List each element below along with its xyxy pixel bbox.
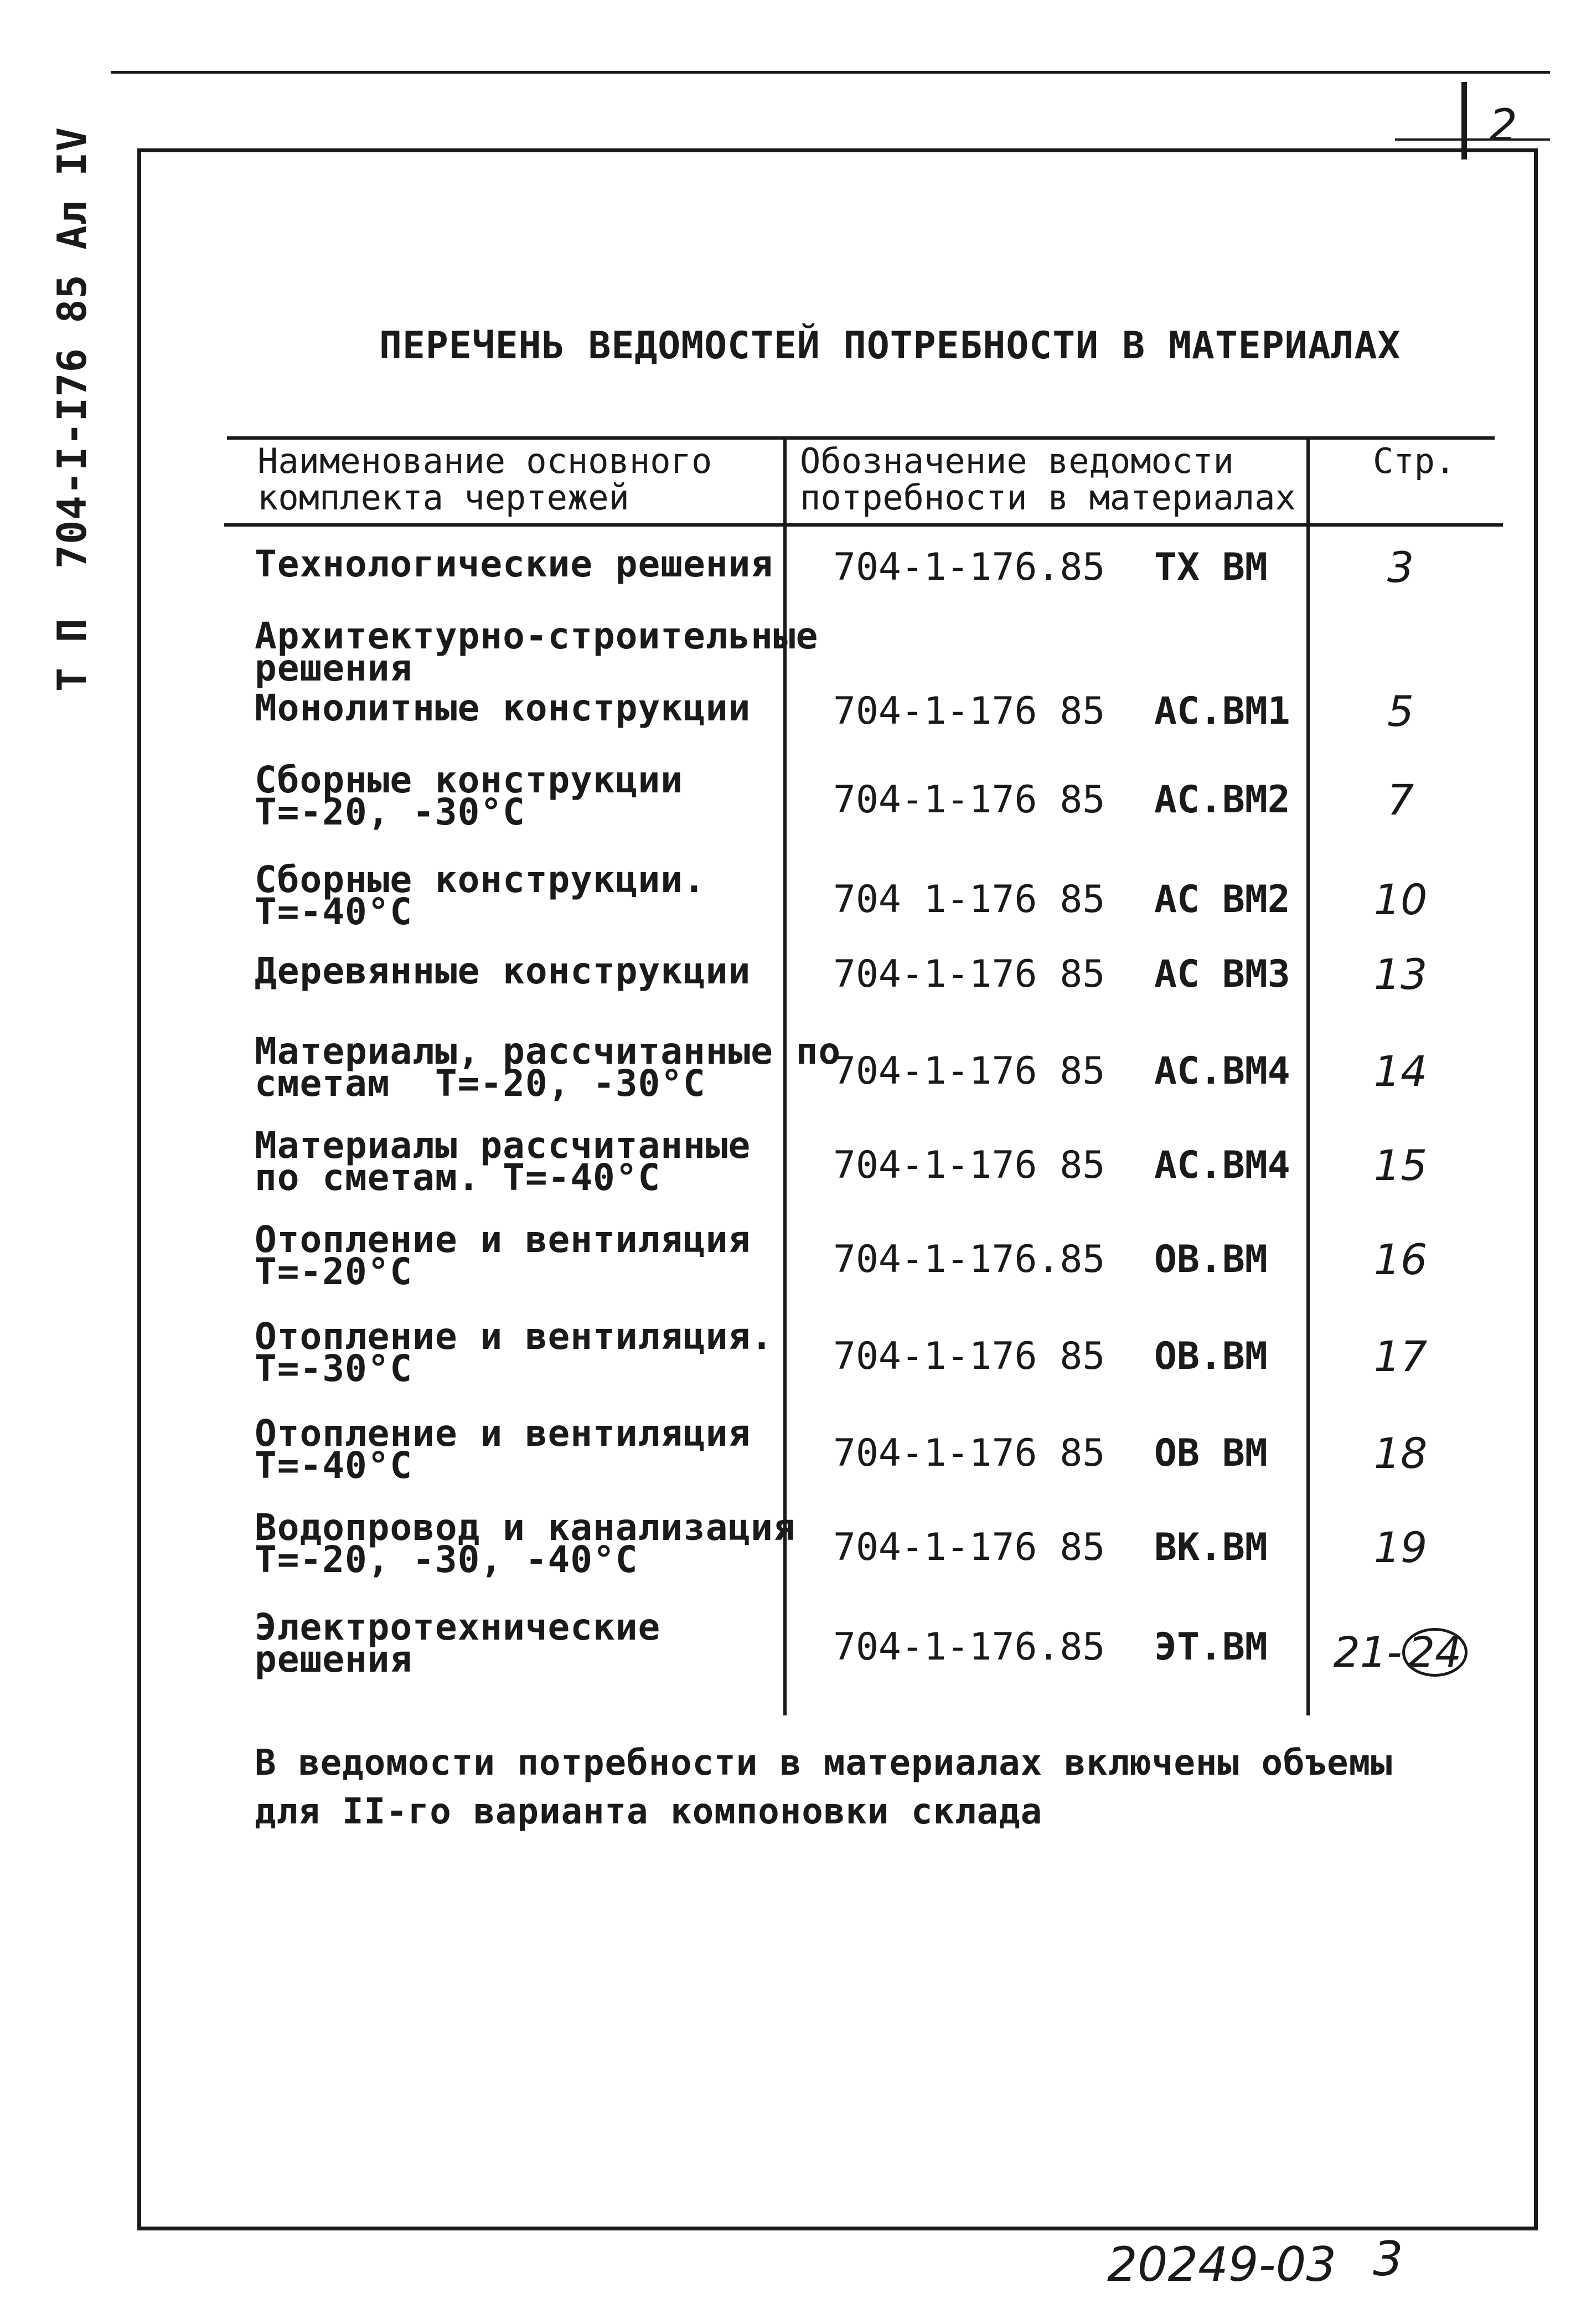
row-code: 704-1-176.85 xyxy=(833,545,1105,589)
row-suffix: ВК.ВМ xyxy=(1154,1526,1268,1569)
row-code: 704-1-176 85 xyxy=(833,1431,1105,1475)
row-suffix: АС.ВМ1 xyxy=(1154,689,1290,733)
row-code: 704-1-176.85 xyxy=(833,1625,1105,1669)
header-page: Стр. xyxy=(1373,441,1456,481)
row-page xyxy=(1318,1523,1484,1572)
row-name: Технологические решения xyxy=(255,543,773,585)
row-page-number: 18 xyxy=(1373,1429,1428,1478)
table-top-rule xyxy=(227,436,1495,440)
row-page xyxy=(1318,950,1484,999)
row-page-number: 13 xyxy=(1373,950,1428,999)
row-name: Материалы, рассчитанные по сметам Т=-20, -30°С xyxy=(255,1030,841,1105)
table-header-rule xyxy=(224,523,1503,527)
row-name: Деревянные конструкции xyxy=(255,950,751,992)
row-suffix: ЭТ.ВМ xyxy=(1154,1625,1268,1669)
row-page xyxy=(1318,687,1484,736)
row-suffix: ОВ.ВМ xyxy=(1154,1238,1268,1281)
row-page-number: 14 xyxy=(1373,1047,1428,1096)
row-suffix: АС.ВМ4 xyxy=(1154,1049,1290,1093)
row-page-number: 21- xyxy=(1333,1627,1402,1677)
header-designation: Обозначение ведомости потребности в материалах xyxy=(800,441,1296,518)
row-page xyxy=(1318,543,1484,592)
row-page xyxy=(1318,775,1484,825)
row-name: Сборные конструкции. Т=-40°С xyxy=(255,858,706,933)
row-page-number: 17 xyxy=(1373,1332,1428,1381)
row-page-number: 15 xyxy=(1373,1141,1428,1190)
top-rule xyxy=(111,71,1550,74)
footer-sheet: 3 xyxy=(1373,2232,1403,2287)
row-name: Отопление и вентиляция. Т=-30°С xyxy=(255,1315,773,1390)
row-suffix: ОВ.ВМ xyxy=(1154,1334,1268,1378)
corner-page-number: 2 xyxy=(1489,100,1517,151)
footer-number: 20249-03 xyxy=(1107,2237,1337,2292)
row-code: 704-1-176 85 xyxy=(833,1526,1105,1569)
circled-page-number: 24 xyxy=(1402,1628,1468,1677)
row-page-number: 5 xyxy=(1387,687,1414,736)
row-page-number: 16 xyxy=(1373,1235,1428,1284)
row-page-number: 10 xyxy=(1373,875,1428,924)
row-name: Материалы рассчитанные по сметам. Т=-40°С xyxy=(255,1124,751,1199)
row-name: Электротехнические решения xyxy=(255,1606,661,1681)
row-page xyxy=(1318,1047,1484,1096)
row-suffix: ОВ ВМ xyxy=(1154,1431,1268,1475)
row-page xyxy=(1318,1628,1484,1677)
row-code: 704-1-176 85 xyxy=(833,778,1105,822)
header-name: Наименование основного комплекта чертежей xyxy=(257,441,712,518)
row-name: Отопление и вентиляция Т=-40°С xyxy=(255,1412,751,1487)
row-code: 704-1-176 85 xyxy=(833,1334,1105,1378)
row-page xyxy=(1318,875,1484,924)
row-code: 704-1-176 85 xyxy=(833,689,1105,733)
row-page-number: 19 xyxy=(1373,1523,1428,1572)
side-stamp: Т П 704-I-I76 85 Ал IV xyxy=(49,127,95,692)
row-page-number: 7 xyxy=(1387,775,1414,825)
group-heading: Архитектурно-строительные решения xyxy=(255,615,819,689)
table-col-divider-2 xyxy=(1306,436,1310,1715)
row-page xyxy=(1318,1235,1484,1284)
row-suffix: АС ВМ3 xyxy=(1154,952,1290,996)
row-code: 704 1-176 85 xyxy=(833,878,1105,921)
row-suffix: АС.ВМ2 xyxy=(1154,778,1290,822)
row-code: 704-1-176.85 xyxy=(833,1238,1105,1281)
row-name: Отопление и вентиляция Т=-20°С xyxy=(255,1218,751,1293)
row-suffix: ТХ ВМ xyxy=(1154,545,1268,589)
row-suffix: АС ВМ2 xyxy=(1154,878,1290,921)
corner-box-rule xyxy=(1395,138,1550,141)
row-name: Монолитные конструкции xyxy=(255,687,751,729)
row-name: Сборные конструкции Т=-20, -30°С xyxy=(255,759,683,833)
row-page xyxy=(1318,1429,1484,1478)
row-code: 704-1-176 85 xyxy=(833,952,1105,996)
page-title: ПЕРЕЧЕНЬ ВЕДОМОСТЕЙ ПОТРЕБНОСТИ В МАТЕРИАЛАХ xyxy=(379,324,1401,368)
note-text: В ведомости потребности в материалах включены объемы для II-го варианта компоновки склада xyxy=(255,1743,1393,1832)
corner-box-divider xyxy=(1461,82,1467,159)
row-code: 704-1-176 85 xyxy=(833,1049,1105,1093)
row-name: Водопровод и канализация Т=-20, -30, -40°С xyxy=(255,1506,796,1581)
row-page-number: 3 xyxy=(1387,543,1414,592)
row-suffix: АС.ВМ4 xyxy=(1154,1143,1290,1187)
row-page xyxy=(1318,1141,1484,1190)
row-page xyxy=(1318,1332,1484,1381)
row-code: 704-1-176 85 xyxy=(833,1143,1105,1187)
